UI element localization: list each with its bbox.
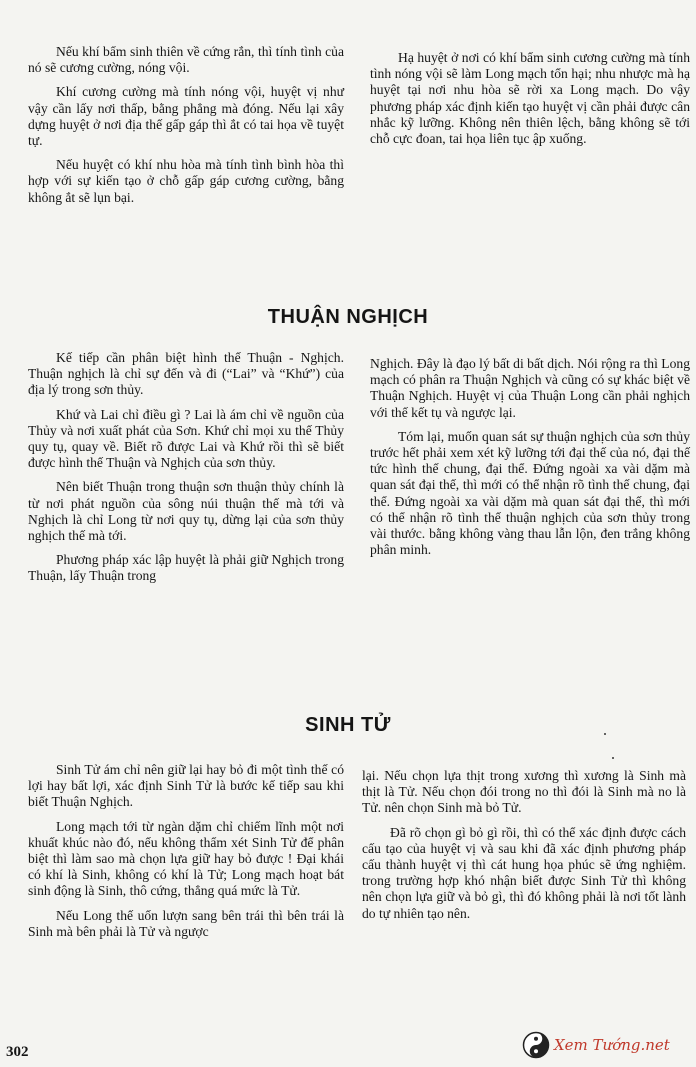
logo-text: Xem Tướng.net — [554, 1036, 670, 1054]
page-number: 302 — [6, 1044, 29, 1060]
paragraph: Phương pháp xác lập huyệt là phải giữ Nghịch trong Thuận, lấy Thuận trong — [28, 552, 344, 584]
scan-speck — [612, 757, 614, 759]
section-title-sinh-tu: SINH TỬ — [305, 714, 391, 736]
section1-left-column — [28, 350, 344, 593]
paragraph: Nếu Long thế uốn lượn sang bên trái thì bên trái là Sinh mà bên phải là Tử và ngược — [28, 907, 344, 939]
intro-left-column — [28, 44, 344, 214]
paragraph: Nếu huyệt có khí nhu hòa mà tính tình bình hòa thì hợp với sự kiến tạo ở chỗ gấp gáp cương cường, bằng không ắt sẽ lụn bại. — [28, 157, 344, 205]
paragraph-continued: lại. Nếu chọn lựa thịt trong xương thì xương là Sinh mà thịt là Tử. Nếu chọn đói trong no thì đói là Sinh mà no là Tử. nên chọn Sinh mà bỏ Tử. — [362, 768, 686, 816]
intro-right-column — [370, 50, 690, 155]
paragraph: Nên biết Thuận trong thuận sơn thuận thủy chính là từ nơi phát nguồn của sông núi thuận thế mà tới và Nghịch là chỉ Long từ nơi quy tụ, dừng lại của sơn thủy nghịch thế mà tới. — [28, 479, 344, 544]
paragraph-continued: Nghịch. Đây là đạo lý bất di bất dịch. Nói rộng ra thì Long mạch có phân ra Thuận Nghịch và cũng có sự khác biệt về Thuận Nghịch. Huyệt vị của Thuận Long cần phải nghịch với thế kết tụ và ngược lại. — [370, 356, 690, 420]
section2-right-column — [362, 768, 686, 930]
site-logo[interactable] — [522, 1028, 692, 1062]
paragraph: Kế tiếp cần phân biệt hình thế Thuận - Nghịch. Thuận nghịch là chỉ sự đến và đi (“Lai” và “Khứ”) của địa lý trong sơn thủy. — [28, 350, 344, 398]
yin-yang-icon — [522, 1031, 550, 1059]
section1-right-column — [370, 356, 690, 566]
scan-speck — [604, 733, 606, 735]
paragraph: Tóm lại, muốn quan sát sự thuận nghịch của sơn thủy trước hết phải xem xét kỹ lưỡng tới đại thế của nó, đại thế tức hình thế chung, đại thể. Đứng ngoài xa vài dặm mà quan sát đại thế, thì mới có thể nhận rõ tình thế chung, đại thể. Đứng ngoài xa vài dặm mà quan sát đại thế, thì mới có thể nhận rõ tình thế thuận nghịch của sơn thủy trong vài thước. bằng không vàng thau lẫn lộn, đen trắng không phân minh. — [370, 428, 690, 558]
paragraph: Nếu khí bẩm sinh thiên về cứng rắn, thì tính tình của nó sẽ cương cường, nóng vội. — [28, 44, 344, 76]
paragraph: Khứ và Lai chỉ điều gì ? Lai là ám chỉ về nguồn của Thủy và nơi xuất phát của Sơn. Khứ chỉ mọi xu thế Thủy quy tụ, quay về. Biết rõ được Lai và Khứ rồi thì sẽ biết được hình thế Thuận và Nghịch của sơn thủy. — [28, 406, 344, 471]
section-title-thuan-nghich: THUẬN NGHỊCH — [267, 306, 429, 328]
paragraph: Đã rõ chọn gì bỏ gì rồi, thì có thể xác định được cách cấu tạo của huyệt vị và sau khi đã xác định phương pháp cấu thành huyệt vị thì cát hung họa phúc sẽ ứng nghiệm. trong trường hợp khó nhận biết được Sinh Tử thì không nên chọn lựa giữ và bỏ gì, thì đó không phải là nơi tốt lành do tự nhiên tạo nên. — [362, 824, 686, 921]
paragraph: Sinh Tử ám chỉ nên giữ lại hay bỏ đi một tình thế có lợi hay bất lợi, xác định Sinh Tử là bước kế tiếp sau khi biết Thuận Nghịch. — [28, 762, 344, 810]
paragraph: Hạ huyệt ở nơi có khí bẩm sinh cương cường mà tính tình nóng vội sẽ làm Long mạch tổn hại; nhu nhược mà hạ huyệt tại nơi nhu hòa sẽ rời xa Long mạch. Do vậy phương pháp xác định kiến tạo huyệt vị cần phải được cân nhắc kỹ lưỡng. Không nên thiên lệch, bằng không sẽ tới chỗ cực đoan, tai họa liên tục ập xuống. — [370, 50, 690, 147]
paragraph: Long mạch tới từ ngàn dặm chỉ chiếm lĩnh một nơi khuất khúc nào đó, nếu không thẩm xét Sinh Tử để phân biệt thì làm sao mà chọn lựa giữ hay bỏ được ! Đại khái có khí là Sinh, không có khí là Tử; Long mạch hoạt bát sinh động là Sinh, thô cứng, thẳng quá mức là Tử. — [28, 818, 344, 899]
paragraph: Khí cương cường mà tính nóng vội, huyệt vị như vậy cần lấy nơi thấp, bằng phẳng mà đóng. Nếu lại xây dựng huyệt ở nơi địa thế gấp gáp thì ắt có tai họa về tuyệt tự. — [28, 84, 344, 149]
section2-left-column — [28, 762, 344, 948]
